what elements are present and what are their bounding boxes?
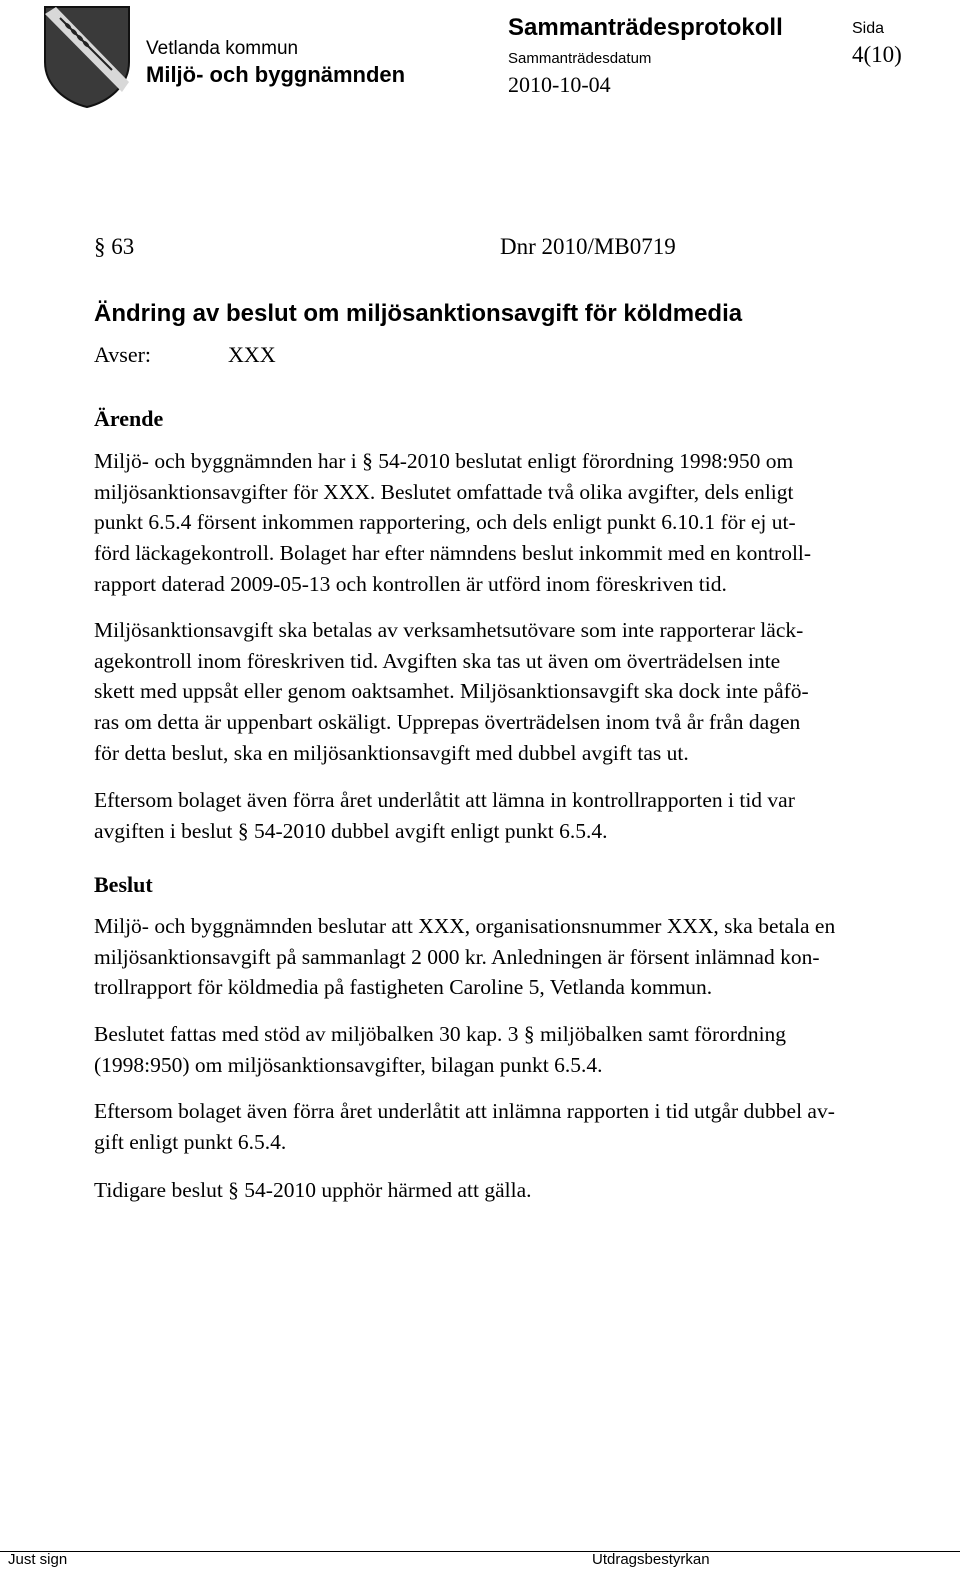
text-line: Miljö- och byggnämnden har i § 54-2010 beslutat enligt förordning 1998:950 om xyxy=(94,449,794,473)
signature-label: Just sign xyxy=(8,1551,68,1568)
beslut-paragraph-3 xyxy=(94,1096,960,1157)
arende-paragraph-1 xyxy=(94,446,960,600)
text-line: gift enligt punkt 6.5.4. xyxy=(94,1129,287,1154)
beslut-paragraph-2 xyxy=(94,1019,960,1080)
page-number: 4(10) xyxy=(852,42,902,67)
text-line: Miljösanktionsavgift ska betalas av verksamhetsutövare som inte rapporterar läck- xyxy=(94,618,804,642)
section-heading-beslut: Beslut xyxy=(94,872,153,897)
text-line: avgiften i beslut § 54-2010 dubbel avgift enligt punkt 6.5.4. xyxy=(94,818,608,843)
beslut-paragraph-4 xyxy=(94,1175,960,1206)
text-line: miljösanktionsavgifter för XXX. Beslutet omfattade två olika avgifter, dels enligt xyxy=(94,479,794,504)
meeting-date-label: Sammanträdesdatum xyxy=(508,50,652,67)
coat-of-arms-logo xyxy=(42,4,132,108)
text-line: ras om detta är uppenbart oskäligt. Upprepas överträdelsen inom två år från dagen xyxy=(94,710,801,735)
paragraph-number: § 63 xyxy=(94,234,135,259)
text-line: Tidigare beslut § 54-2010 upphör härmed att gälla. xyxy=(94,1178,532,1202)
text-line: (1998:950) om miljösanktionsavgifter, bilagan punkt 6.5.4. xyxy=(94,1052,603,1077)
text-line: agekontroll inom föreskriven tid. Avgiften ska tas ut även om överträdelsen inte xyxy=(94,648,781,673)
document-title: Sammanträdesprotokoll xyxy=(508,14,783,41)
case-number: Dnr 2010/MB0719 xyxy=(500,234,676,259)
arende-paragraph-2 xyxy=(94,615,960,769)
board-name: Miljö- och byggnämnden xyxy=(146,62,406,87)
text-line: punkt 6.5.4 försent inkommen rapportering, och dels enligt punkt 6.10.1 för ej ut- xyxy=(94,510,796,535)
text-line: för detta beslut, ska en miljösanktionsavgift med dubbel avgift tas ut. xyxy=(94,740,689,765)
meeting-date-value: 2010-10-04 xyxy=(508,72,611,97)
text-line: rapport daterad 2009-05-13 och kontrollen är utförd inom föreskriven tid. xyxy=(94,571,727,596)
page-label: Sida xyxy=(852,20,885,37)
municipality-name: Vetlanda kommun xyxy=(146,38,299,59)
text-line: miljösanktionsavgift på sammanlagt 2 000 kr. Anledningen är försent inlämnad kon- xyxy=(94,944,820,969)
case-title: Ändring av beslut om miljösanktionsavgift för köldmedia xyxy=(94,300,743,327)
arende-paragraph-3 xyxy=(94,785,960,846)
certification-label: Utdragsbestyrkan xyxy=(592,1551,710,1568)
regarding-value: XXX xyxy=(228,342,276,367)
section-heading-arende: Ärende xyxy=(94,406,164,431)
text-line: Miljö- och byggnämnden beslutar att XXX, organisationsnummer XXX, ska betala en xyxy=(94,914,836,938)
beslut-paragraph-1 xyxy=(94,911,960,1003)
text-line: trollrapport för köldmedia på fastigheten Caroline 5, Vetlanda kommun. xyxy=(94,975,713,1000)
footer-divider xyxy=(0,1551,960,1552)
text-line: Eftersom bolaget även förra året underlåtit att inlämna rapporten i tid utgår dubbel av- xyxy=(94,1099,835,1123)
text-line: förd läckagekontroll. Bolaget har efter nämndens beslut inkommit med en kontroll- xyxy=(94,541,812,566)
text-line: Eftersom bolaget även förra året underlåtit att lämna in kontrollrapporten i tid var xyxy=(94,788,795,812)
text-line: skett med uppsåt eller genom oaktsamhet. Miljösanktionsavgift ska dock inte påfö- xyxy=(94,679,809,704)
regarding-label: Avser: xyxy=(94,342,152,367)
text-line: Beslutet fattas med stöd av miljöbalken 30 kap. 3 § miljöbalken samt förordning xyxy=(94,1022,787,1046)
